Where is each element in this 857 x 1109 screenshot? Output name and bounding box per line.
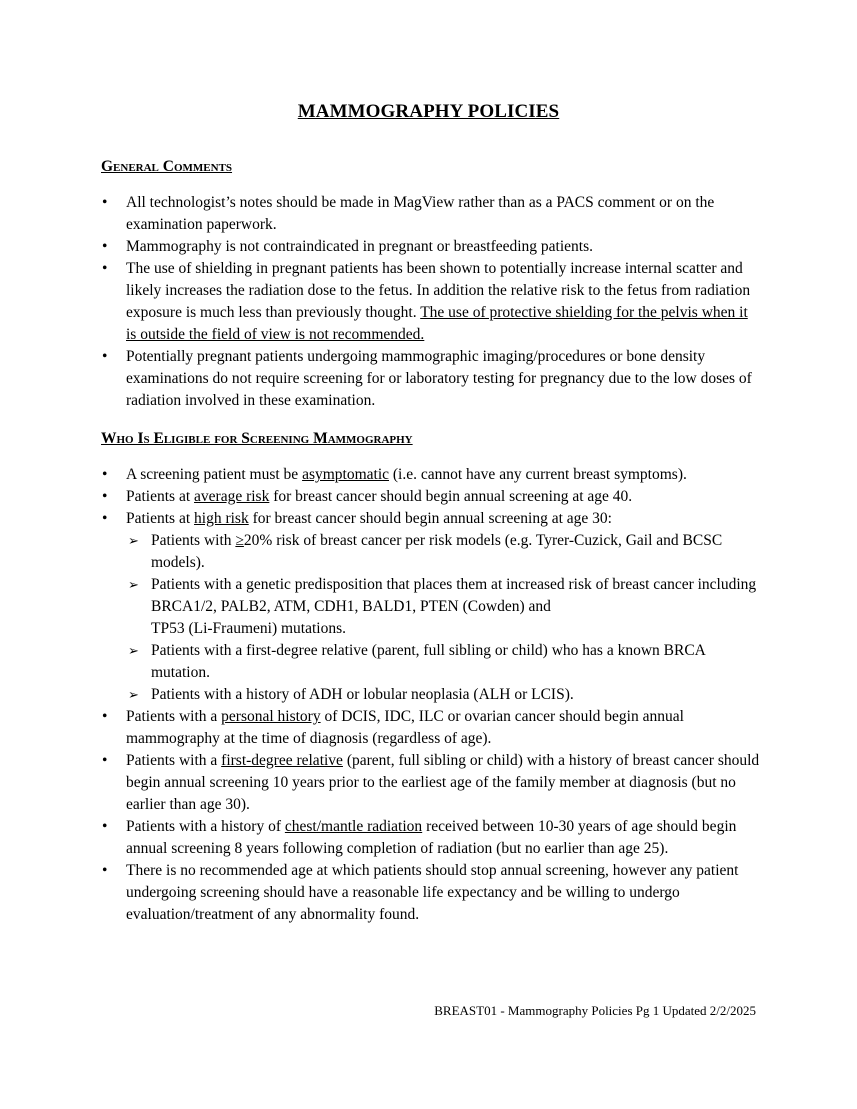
general-comments-list [101, 192, 761, 412]
underlined-text: high risk [194, 510, 249, 527]
eligibility-list [101, 464, 761, 926]
underlined-text: first-degree relative [221, 752, 343, 769]
list-item: • All technologist’s notes should be made in MagView rather than as a PACS comment or on the examination paperwork. [101, 192, 761, 236]
list-item: • Patients at average risk for breast cancer should begin annual screening at age 40. [101, 486, 761, 508]
list-item: • Patients with a personal history of DCIS, IDC, ILC or ovarian cancer should begin annual mammography at the time of diagnosis (regardless of age). [101, 706, 761, 750]
sub-list-item: ➢ Patients with a history of ADH or lobular neoplasia (ALH or LCIS). [126, 684, 761, 706]
section-heading-general-comments: General Comments [101, 158, 233, 175]
list-item: • Patients with a history of chest/mantle radiation received between 10-30 years of age should begin annual screening 8 years following completion of radiation (but no earlier than age 25). [101, 816, 761, 860]
list-item: • A screening patient must be asymptomatic (i.e. cannot have any current breast symptoms). [101, 464, 761, 486]
sub-list-item: ➢ Patients with a genetic predisposition that places them at increased risk of breast cancer including BRCA1/2, PALB2, ATM, CDH1, BALD1, PTEN (Cowden) and TP53 (Li-Fraumeni) mutations. [126, 574, 761, 640]
underlined-text: The use of protective shielding for the pelvis when it is outside the field of view is not recommended. [126, 304, 748, 343]
sub-list-item: ➢ Patients with a first-degree relative (parent, full sibling or child) who has a known BRCA mutation. [126, 640, 761, 684]
page-title: MAMMOGRAPHY POLICIES [297, 101, 560, 122]
high-risk-sublist [126, 530, 761, 706]
list-item: • The use of shielding in pregnant patients has been shown to potentially increase internal scatter and likely increases the radiation dose to the fetus. In addition the relative risk to the fetus from radiation exposure is much less than previously thought. The use of protective shielding for the pelvis when it is outside the field of view is not recommended. [101, 258, 761, 346]
list-item: • Mammography is not contraindicated in pregnant or breastfeeding patients. [101, 236, 761, 258]
page-footer: BREAST01 - Mammography Policies Pg 1 Updated 2/2/2025 [434, 1003, 756, 1018]
list-item: • Patients at high risk for breast cancer should begin annual screening at age 30: ➢ Patients with ≥20% risk of breast cancer per risk models (e.g. Tyrer-Cuzick, Gail and BCSC models). ➢ Patients with a genetic predisposition that places them at increased risk of breast cancer including BRCA1/2, PALB2, ATM, CDH1, BALD1, PTEN (Cowden) and TP53 (Li-Fraumeni) mutations. ➢ Patients with a first-degree relative (parent, full sibling or child) who has a known BRCA mutation. ➢ Patients with a history of ADH or lobular neoplasia (ALH or LCIS). [101, 508, 761, 706]
list-item: • There is no recommended age at which patients should stop annual screening, however any patient undergoing screening should have a reasonable life expectancy and be willing to undergo evaluation/treatment of any abnormality found. [101, 860, 761, 926]
underlined-text: chest/mantle radiation [284, 818, 423, 835]
underlined-text: average risk [194, 488, 270, 505]
underlined-text: personal history [221, 708, 321, 725]
list-item: • Potentially pregnant patients undergoing mammographic imaging/procedures or bone density examinations do not require screening for or laboratory testing for pregnancy due to the low doses of radiation involved in these examination. [101, 346, 761, 412]
list-item: • Patients with a first-degree relative (parent, full sibling or child) with a history of breast cancer should begin annual screening 10 years prior to the earliest age of the family member at diagnosis (but no earlier than age 30). [101, 750, 761, 816]
section-heading-eligibility: Who Is Eligible for Screening Mammography [101, 430, 413, 447]
underlined-text: asymptomatic [302, 466, 390, 483]
sub-list-item: ➢ Patients with ≥20% risk of breast cancer per risk models (e.g. Tyrer-Cuzick, Gail and BCSC models). [126, 530, 761, 574]
underlined-text: ≥ [235, 532, 244, 549]
